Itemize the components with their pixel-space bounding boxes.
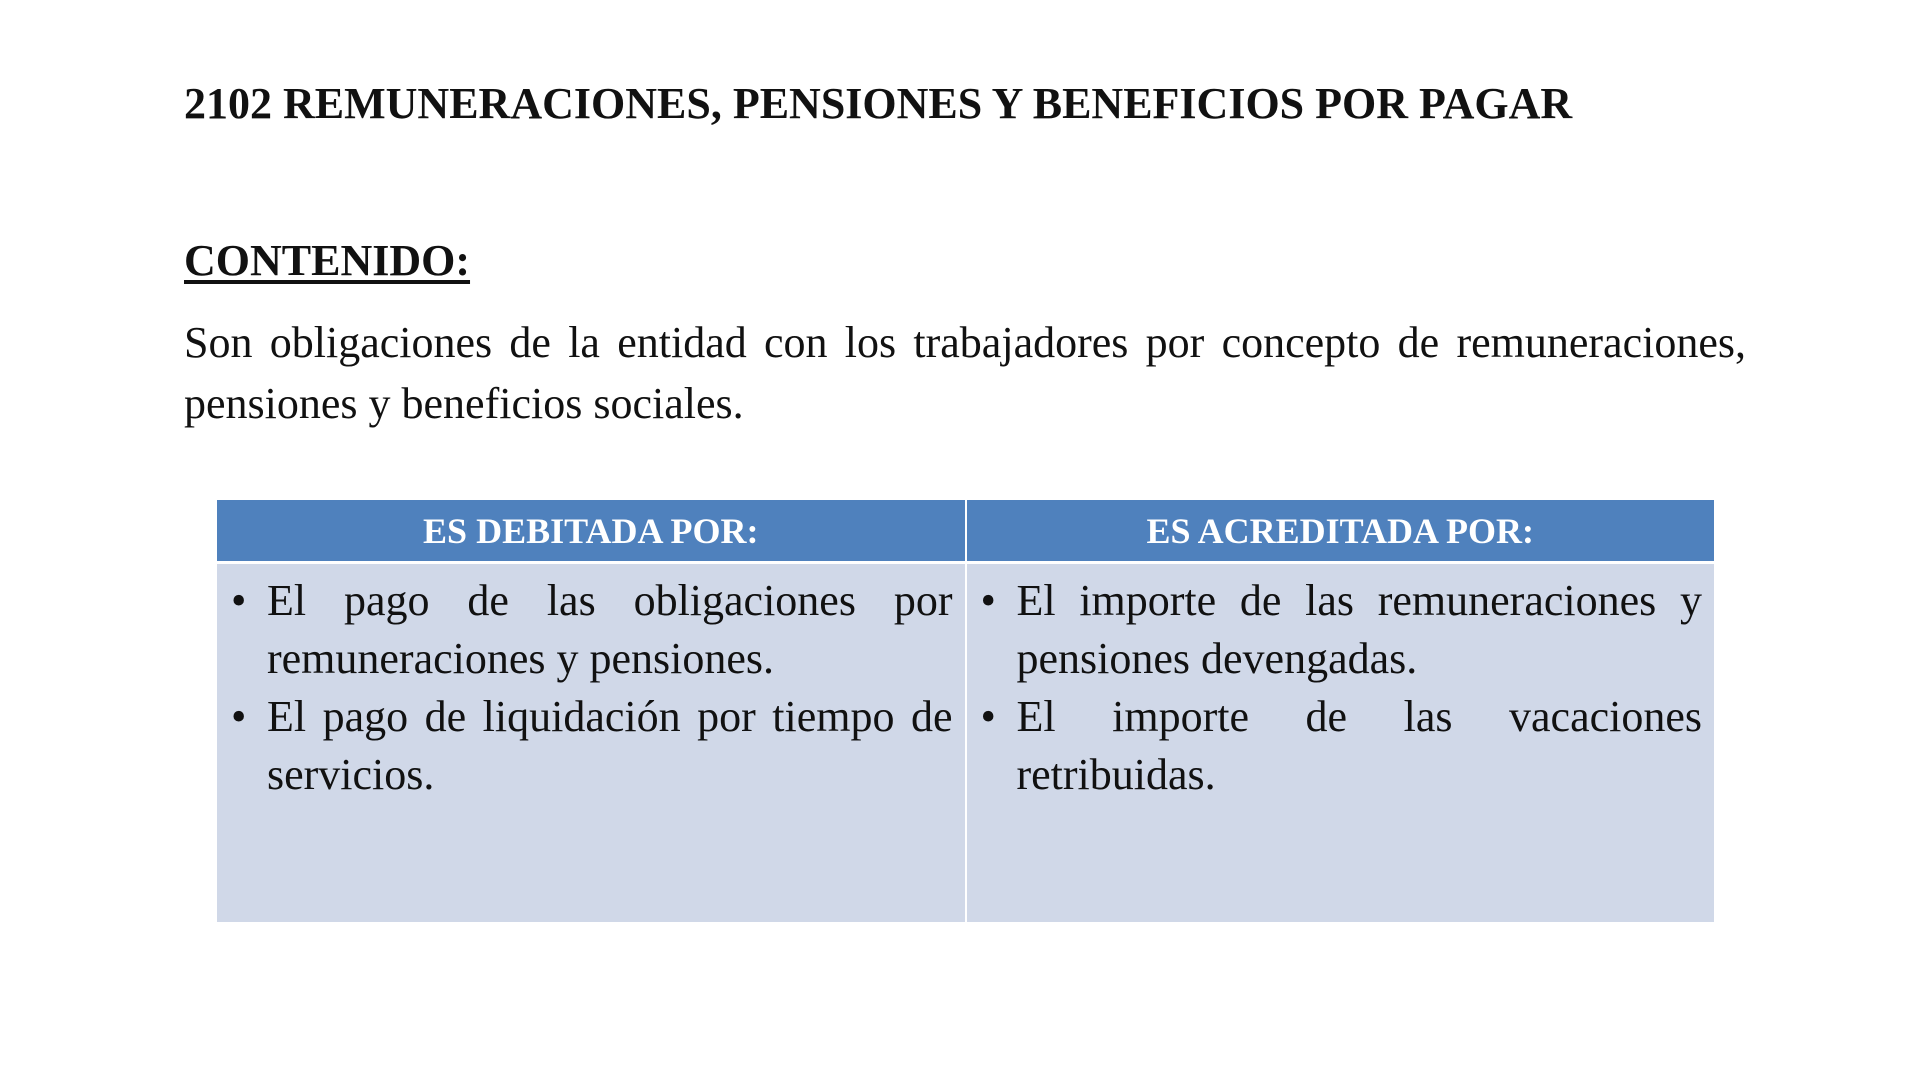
credit-cell [966, 563, 1715, 923]
credit-item: • El importe de las remuneraciones y pensiones devengadas. [981, 572, 1703, 688]
debit-header: ES DEBITADA POR: [217, 500, 966, 563]
content-description: Son obligaciones de la entidad con los trabajadores por concepto de remuneraciones, pensiones y beneficios sociales. [184, 318, 1746, 428]
table-header-row [217, 500, 1714, 563]
slide-title: 2102 REMUNERACIONES, PENSIONES Y BENEFICIOS POR PAGAR [184, 79, 1573, 128]
table-row [217, 563, 1714, 923]
debit-item: • El pago de las obligaciones por remuneraciones y pensiones. [231, 572, 953, 688]
debit-credit-table [217, 500, 1714, 922]
credit-header: ES ACREDITADA POR: [966, 500, 1715, 563]
credit-item: • El importe de las vacaciones retribuidas. [981, 688, 1703, 804]
debit-cell [217, 563, 966, 923]
debit-item: • El pago de liquidación por tiempo de servicios. [231, 688, 953, 804]
debit-list [231, 572, 953, 804]
section-heading: CONTENIDO: [184, 236, 471, 285]
credit-list [981, 572, 1703, 804]
